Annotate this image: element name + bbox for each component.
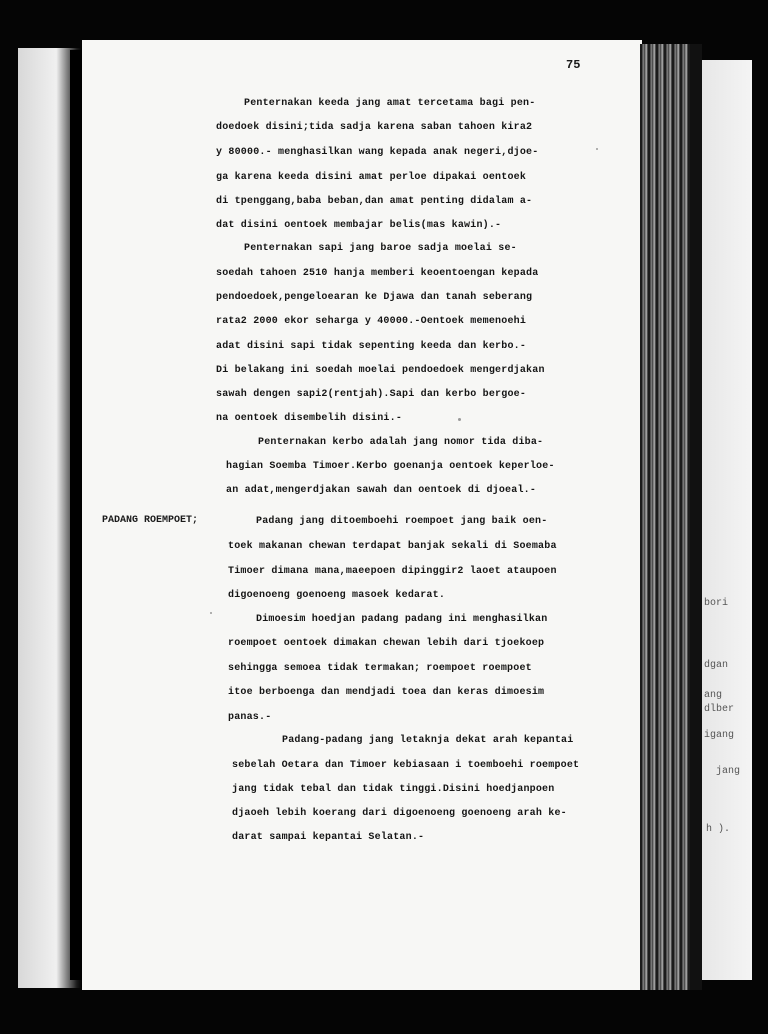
scan-speck bbox=[596, 148, 598, 150]
text-line: jang tidak tebal dan tidak tinggi.Disini hoedjanpoen bbox=[232, 784, 555, 795]
text-line: sehingga semoea tidak termakan; roempoet roempoet bbox=[228, 663, 532, 674]
bleed-through-text: dgan bbox=[704, 660, 729, 671]
text-line: na oentoek disembelih disini.- bbox=[216, 413, 403, 424]
text-line: Dimoesim hoedjan padang padang ini menghasilkan bbox=[256, 614, 548, 625]
text-line: soedah tahoen 2510 hanja memberi keoentoengan kepada bbox=[216, 268, 539, 279]
bleed-through-text: igang bbox=[704, 730, 735, 741]
text-line: panas.- bbox=[228, 712, 272, 723]
right-page-edge bbox=[698, 60, 752, 980]
text-line: Penternakan keeda jang amat tercetama bagi pen- bbox=[244, 98, 536, 109]
text-line: dat disini oentoek membajar belis(mas kawin).- bbox=[216, 220, 502, 231]
bleed-through-text: h ). bbox=[706, 824, 731, 835]
text-line: digoenoeng goenoeng masoek kedarat. bbox=[228, 590, 446, 601]
text-line: hagian Soemba Timoer.Kerbo goenanja oentoek keperloe- bbox=[226, 461, 555, 472]
text-line: Di belakang ini soedah moelai pendoedoek mengerdjakan bbox=[216, 365, 545, 376]
bleed-through-text: bori bbox=[704, 598, 729, 609]
bleed-through-text: jang bbox=[716, 766, 741, 777]
page-number: 75 bbox=[566, 58, 581, 72]
text-line: rata2 2000 ekor seharga y 40000.-Oentoek memenoehi bbox=[216, 316, 527, 327]
text-line: roempoet oentoek dimakan chewan lebih dari tjoekoep bbox=[228, 638, 545, 649]
text-line: Padang jang ditoemboehi roempoet jang baik oen- bbox=[256, 516, 548, 527]
text-line: sebelah Oetara dan Timoer kebiasaan i toemboehi roempoet bbox=[232, 760, 580, 771]
text-line: Timoer dimana mana,maeepoen dipinggir2 laoet ataupoen bbox=[228, 566, 557, 577]
bleed-through-text: ang bbox=[704, 690, 723, 701]
text-line: pendoedoek,pengeloearan ke Djawa dan tanah seberang bbox=[216, 292, 533, 303]
text-line: Penternakan sapi jang baroe sadja moelai se- bbox=[244, 243, 517, 254]
text-line: itoe berboenga dan mendjadi toea dan keras dimoesim bbox=[228, 687, 545, 698]
scan-speck bbox=[210, 612, 212, 614]
text-line: toek makanan chewan terdapat banjak sekali di Soemaba bbox=[228, 541, 557, 552]
text-line: doedoek disini;tida sadja karena saban tahoen kira2 bbox=[216, 122, 533, 133]
text-line: y 80000.- menghasilkan wang kepada anak negeri,djoe- bbox=[216, 147, 539, 158]
text-line: Padang-padang jang letaknja dekat arah kepantai bbox=[282, 735, 574, 746]
text-line: di tpenggang,baba beban,dan amat penting didalam a- bbox=[216, 196, 533, 207]
text-line: Penternakan kerbo adalah jang nomor tida diba- bbox=[258, 437, 544, 448]
text-line: darat sampai kepantai Selatan.- bbox=[232, 832, 425, 843]
text-line: adat disini sapi tidak sepenting keeda dan kerbo.- bbox=[216, 341, 527, 352]
text-line: ga karena keeda disini amat perloe dipakai oentoek bbox=[216, 172, 527, 183]
bleed-through-text: dlber bbox=[704, 704, 735, 715]
right-binding bbox=[690, 44, 702, 990]
text-line: djaoeh lebih koerang dari digoenoeng goenoeng arah ke- bbox=[232, 808, 567, 819]
left-binding bbox=[70, 50, 82, 980]
margin-heading: PADANG ROEMPOET; bbox=[102, 515, 199, 526]
scan-speck bbox=[458, 418, 461, 421]
text-line: an adat,mengerdjakan sawah dan oentoek di djoeal.- bbox=[226, 485, 537, 496]
text-line: sawah dengen sapi2(rentjah).Sapi dan kerbo bergoe- bbox=[216, 389, 527, 400]
